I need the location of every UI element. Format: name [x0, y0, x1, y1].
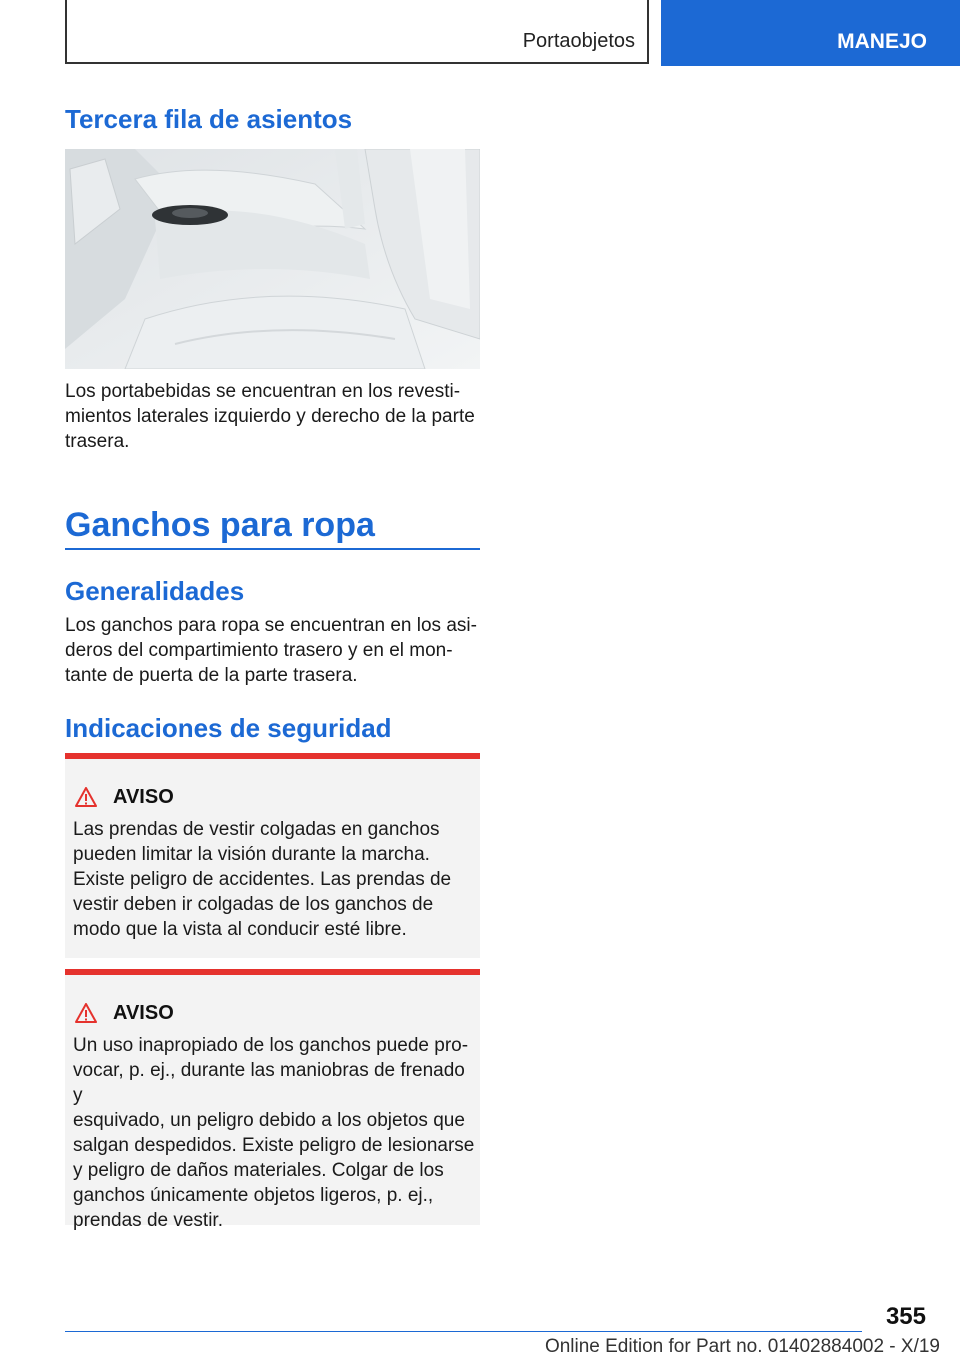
- warning-header: [75, 1001, 174, 1025]
- warning-text: Un uso inapropiado de los ganchos puede pro‐ vocar, p. ej., durante las maniobras de frenado y esquivado, un peligro debido a los objetos que salgan despedidos. Existe peligro de lesionarse y peligro de daños materiales. Colgar de los ganchos únicamente objetos ligeros, p. ej., prendas de vestir.: [73, 1035, 475, 1231]
- warning-title: AVISO: [113, 1001, 174, 1024]
- page-number: 355: [885, 1303, 926, 1330]
- heading-clothes-hooks: Ganchos para ropa: [65, 506, 375, 544]
- heading-third-row-seats: Tercera fila de asientos: [65, 104, 353, 134]
- third-row-cupholder-photo: [65, 149, 480, 369]
- third-row-paragraph: Los portabebidas se encuentran en los revesti‐ mientos laterales izquierdo y derecho de la parte trasera.: [65, 381, 475, 452]
- footer-divider: [65, 1331, 862, 1332]
- heading-general: Generalidades: [65, 576, 245, 606]
- chapter-title: Portaobjetos: [522, 30, 635, 52]
- section-tab[interactable]: [661, 0, 960, 66]
- header-title-box: [65, 0, 649, 64]
- warning-box-2: [65, 969, 480, 1231]
- warning-text: Las prendas de vestir colgadas en ganchos pueden limitar la visión durante la marcha. Existe peligro de accidentes. Las prendas de vestir deben ir colgadas de los ganchos de modo que la vista al conducir esté libre.: [73, 819, 452, 940]
- warning-triangle-icon: [75, 1003, 97, 1023]
- section-tab-label: MANEJO: [837, 30, 927, 53]
- warning-header: [75, 785, 174, 809]
- footer-edition: Online Edition for Part no. 01402884002 - X/19: [544, 1336, 940, 1357]
- warning-title: AVISO: [113, 785, 174, 808]
- general-paragraph: Los ganchos para ropa se encuentran en los asi‐ deros del compartimiento trasero y en el mon‐ tante de puerta de la parte trasera.: [65, 615, 477, 686]
- warning-box-1: [65, 753, 480, 958]
- heading-safety-notes: Indicaciones de seguridad: [65, 713, 392, 743]
- car-interior-image: [65, 149, 480, 369]
- warning-triangle-icon: [75, 787, 97, 807]
- heading-underline: [65, 548, 480, 550]
